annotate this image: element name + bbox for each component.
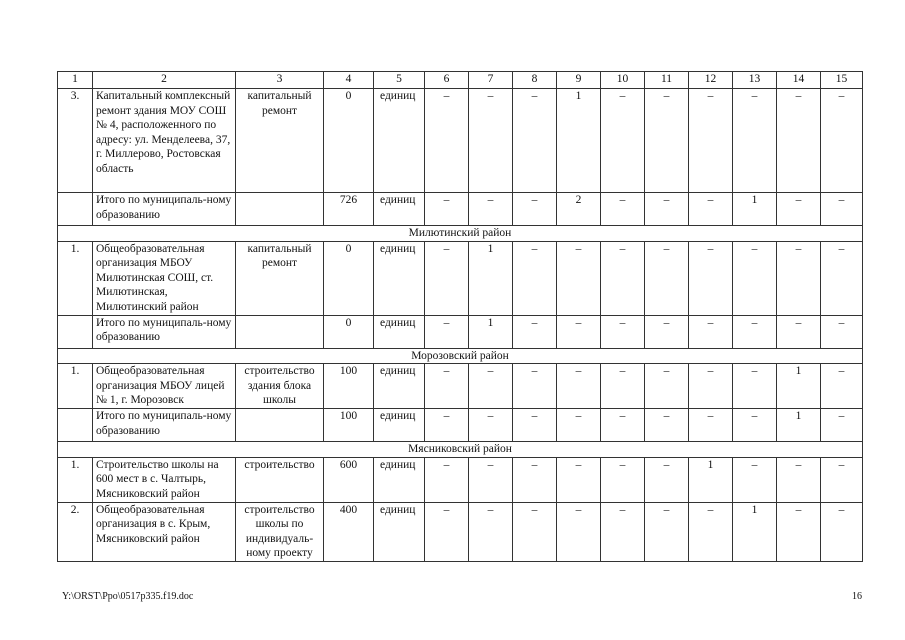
header-cell: 8 xyxy=(513,72,557,89)
capacity-value: 400 xyxy=(324,502,374,561)
header-cell: 1 xyxy=(58,72,93,89)
capacity-value: 100 xyxy=(324,408,374,441)
year-value-cell: – xyxy=(601,364,645,409)
year-value-cell: – xyxy=(821,502,863,561)
object-name: Итого по муниципаль-ному образованию xyxy=(93,408,236,441)
year-value-cell: – xyxy=(689,315,733,348)
year-value-cell: – xyxy=(557,457,601,502)
table-row xyxy=(58,364,863,409)
unit: единиц xyxy=(374,241,425,315)
year-value-cell: 1 xyxy=(689,457,733,502)
header-cell: 2 xyxy=(93,72,236,89)
row-number xyxy=(58,193,93,226)
year-value-cell: – xyxy=(469,89,513,193)
year-value-cell: – xyxy=(645,89,689,193)
unit: единиц xyxy=(374,193,425,226)
table-body xyxy=(58,72,863,562)
year-value-cell: 1 xyxy=(469,315,513,348)
row-number: 1. xyxy=(58,241,93,315)
header-cell: 4 xyxy=(324,72,374,89)
year-value-cell: – xyxy=(733,241,777,315)
year-value-cell: – xyxy=(513,408,557,441)
work-type xyxy=(236,408,324,441)
header-cell: 5 xyxy=(374,72,425,89)
year-value-cell: – xyxy=(689,89,733,193)
header-cell: 14 xyxy=(777,72,821,89)
capacity-value: 0 xyxy=(324,89,374,193)
unit: единиц xyxy=(374,364,425,409)
row-number xyxy=(58,315,93,348)
capacity-value: 100 xyxy=(324,364,374,409)
unit: единиц xyxy=(374,89,425,193)
year-value-cell: – xyxy=(645,241,689,315)
year-value-cell: – xyxy=(821,315,863,348)
year-value-cell: – xyxy=(601,315,645,348)
year-value-cell: – xyxy=(777,89,821,193)
year-value-cell: – xyxy=(601,457,645,502)
year-value-cell: – xyxy=(513,241,557,315)
work-type: капитальный ремонт xyxy=(236,241,324,315)
year-value-cell: – xyxy=(821,408,863,441)
year-value-cell: – xyxy=(733,315,777,348)
object-name: Итого по муниципаль-ному образованию xyxy=(93,315,236,348)
year-value-cell: – xyxy=(469,408,513,441)
year-value-cell: – xyxy=(469,193,513,226)
object-name: Общеобразовательная организация МБОУ лицей № 1, г. Морозовск xyxy=(93,364,236,409)
row-number: 2. xyxy=(58,502,93,561)
district-title: Морозовский район xyxy=(58,348,863,364)
year-value-cell: – xyxy=(689,502,733,561)
year-value-cell: – xyxy=(513,457,557,502)
year-value-cell: – xyxy=(513,315,557,348)
row-number: 3. xyxy=(58,89,93,193)
year-value-cell: – xyxy=(513,502,557,561)
year-value-cell: – xyxy=(689,364,733,409)
year-value-cell: – xyxy=(601,241,645,315)
year-value-cell: – xyxy=(601,89,645,193)
capacity-value: 726 xyxy=(324,193,374,226)
work-type: капитальный ремонт xyxy=(236,89,324,193)
work-type: строительство xyxy=(236,457,324,502)
year-value-cell: – xyxy=(821,241,863,315)
year-value-cell: – xyxy=(821,364,863,409)
header-cell: 3 xyxy=(236,72,324,89)
year-value-cell: – xyxy=(645,193,689,226)
year-value-cell: – xyxy=(557,315,601,348)
unit: единиц xyxy=(374,408,425,441)
year-value-cell: – xyxy=(513,364,557,409)
district-row xyxy=(58,348,863,364)
year-value-cell: – xyxy=(821,89,863,193)
year-value-cell: – xyxy=(557,408,601,441)
year-value-cell: – xyxy=(645,315,689,348)
year-value-cell: 1 xyxy=(733,193,777,226)
capacity-value: 0 xyxy=(324,241,374,315)
year-value-cell: – xyxy=(513,89,557,193)
year-value-cell: 2 xyxy=(557,193,601,226)
year-value-cell: – xyxy=(425,315,469,348)
unit: единиц xyxy=(374,457,425,502)
year-value-cell: – xyxy=(777,315,821,348)
year-value-cell: – xyxy=(689,241,733,315)
year-value-cell: – xyxy=(425,502,469,561)
header-cell: 7 xyxy=(469,72,513,89)
object-name: Итого по муниципаль-ному образованию xyxy=(93,193,236,226)
table-row xyxy=(58,89,863,193)
row-number: 1. xyxy=(58,457,93,502)
capacity-value: 600 xyxy=(324,457,374,502)
object-name: Общеобразовательная организация в с. Крым, Мясниковский район xyxy=(93,502,236,561)
year-value-cell: – xyxy=(425,89,469,193)
year-value-cell: – xyxy=(733,408,777,441)
unit: единиц xyxy=(374,502,425,561)
data-table xyxy=(57,71,863,562)
header-cell: 11 xyxy=(645,72,689,89)
header-cell: 10 xyxy=(601,72,645,89)
year-value-cell: – xyxy=(777,457,821,502)
district-title: Милютинский район xyxy=(58,226,863,242)
header-row xyxy=(58,72,863,89)
year-value-cell: 1 xyxy=(469,241,513,315)
year-value-cell: – xyxy=(557,364,601,409)
year-value-cell: 1 xyxy=(777,364,821,409)
header-cell: 12 xyxy=(689,72,733,89)
year-value-cell: – xyxy=(645,457,689,502)
year-value-cell: – xyxy=(645,502,689,561)
year-value-cell: – xyxy=(469,502,513,561)
year-value-cell: – xyxy=(425,457,469,502)
year-value-cell: – xyxy=(777,502,821,561)
year-value-cell: – xyxy=(425,364,469,409)
district-row xyxy=(58,441,863,457)
table-row xyxy=(58,241,863,315)
table-row xyxy=(58,502,863,561)
year-value-cell: – xyxy=(601,502,645,561)
year-value-cell: – xyxy=(733,364,777,409)
object-name: Общеобразовательная организация МБОУ Милютинская СОШ, ст. Милютинская, Милютинский район xyxy=(93,241,236,315)
capacity-value: 0 xyxy=(324,315,374,348)
unit: единиц xyxy=(374,315,425,348)
year-value-cell: – xyxy=(425,408,469,441)
year-value-cell: – xyxy=(689,408,733,441)
year-value-cell: – xyxy=(733,457,777,502)
year-value-cell: – xyxy=(601,193,645,226)
year-value-cell: – xyxy=(601,408,645,441)
footer-file-path: Y:\ORST\Ppo\0517p335.f19.doc xyxy=(62,591,194,602)
year-value-cell: – xyxy=(821,457,863,502)
work-type xyxy=(236,315,324,348)
year-value-cell: 1 xyxy=(777,408,821,441)
header-cell: 6 xyxy=(425,72,469,89)
year-value-cell: – xyxy=(689,193,733,226)
total-row xyxy=(58,315,863,348)
row-number: 1. xyxy=(58,364,93,409)
district-row xyxy=(58,226,863,242)
year-value-cell: – xyxy=(777,241,821,315)
object-name: Строительство школы на 600 мест в с. Чалтырь, Мясниковский район xyxy=(93,457,236,502)
year-value-cell: – xyxy=(469,457,513,502)
page-number: 16 xyxy=(852,591,862,602)
year-value-cell: 1 xyxy=(733,502,777,561)
year-value-cell: – xyxy=(425,193,469,226)
work-type xyxy=(236,193,324,226)
district-title: Мясниковский район xyxy=(58,441,863,457)
year-value-cell: – xyxy=(733,89,777,193)
year-value-cell: 1 xyxy=(557,89,601,193)
year-value-cell: – xyxy=(557,502,601,561)
object-name: Капитальный комплексный ремонт здания МОУ СОШ № 4, расположенного по адресу: ул. Менделеева, 37, г. Миллерово, Ростовская область xyxy=(93,89,236,193)
year-value-cell: – xyxy=(425,241,469,315)
year-value-cell: – xyxy=(777,193,821,226)
table-row xyxy=(58,457,863,502)
year-value-cell: – xyxy=(645,364,689,409)
row-number xyxy=(58,408,93,441)
year-value-cell: – xyxy=(513,193,557,226)
header-cell: 13 xyxy=(733,72,777,89)
work-type: строительство школы по индивидуаль-ному проекту xyxy=(236,502,324,561)
year-value-cell: – xyxy=(821,193,863,226)
year-value-cell: – xyxy=(557,241,601,315)
header-cell: 9 xyxy=(557,72,601,89)
year-value-cell: – xyxy=(645,408,689,441)
total-row xyxy=(58,408,863,441)
header-cell: 15 xyxy=(821,72,863,89)
total-row xyxy=(58,193,863,226)
work-type: строительство здания блока школы xyxy=(236,364,324,409)
year-value-cell: – xyxy=(469,364,513,409)
